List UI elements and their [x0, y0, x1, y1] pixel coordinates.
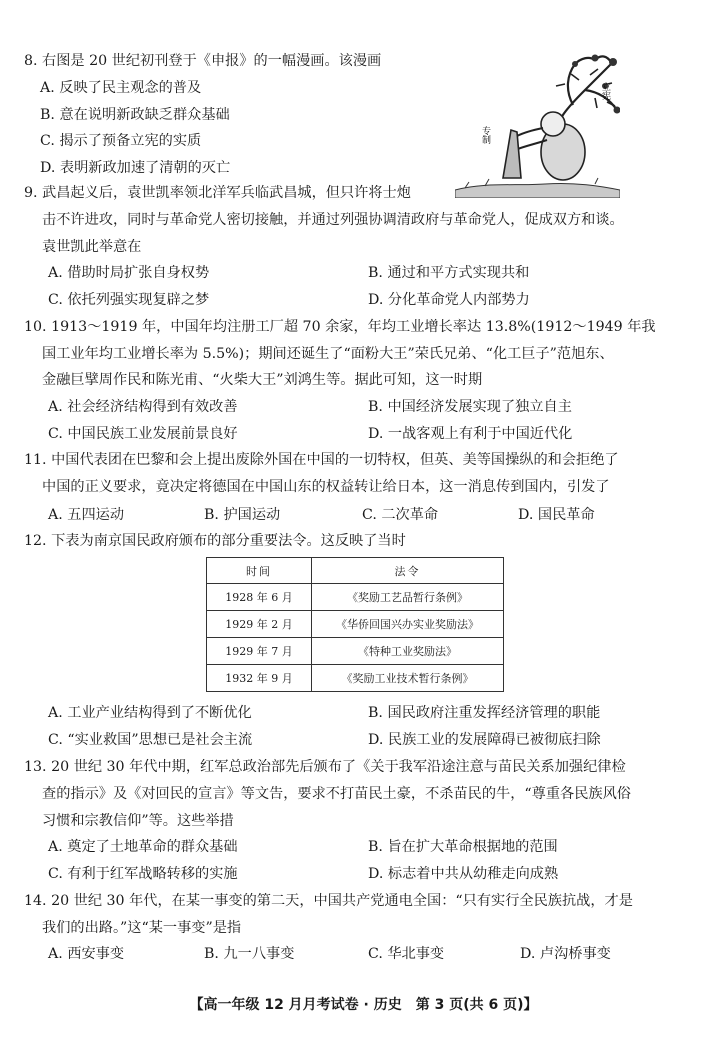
q10-stem-line-2: 国工业年均工业增长率为 5.5%)；期间还诞生了“面粉大王”荣氏兄弟、“化工巨子”范旭东、 [42, 346, 614, 362]
table-cell-time: 1928 年 6 月 [207, 584, 312, 611]
q8-option-b: B. 意在说明新政缺乏群众基础 [40, 107, 230, 123]
table-cell-law: 《特种工业奖励法》 [312, 638, 504, 665]
q14-stem-line-2: 我们的出路。”这“某一事变”是指 [42, 920, 242, 936]
table-row [207, 584, 504, 611]
table-row [207, 611, 504, 638]
q8-stem: 8. 右图是 20 世纪初刊登于《申报》的一幅漫画。该漫画 [24, 53, 382, 69]
q14-option-d: D. 卢沟桥事变 [520, 946, 611, 962]
q13-option-c: C. 有利于红军战略转移的实施 [48, 866, 238, 882]
q8-option-c: C. 揭示了预备立宪的实质 [40, 133, 202, 149]
table-header-law: 法令 [312, 558, 504, 584]
table-cell-time: 1932 年 9 月 [207, 665, 312, 692]
table-row [207, 638, 504, 665]
q11-stem-line-2: 中国的正义要求，竟决定将德国在中国山东的权益转让给日本，这一消息传到国内，引发了 [42, 479, 610, 495]
laws-table [206, 557, 504, 692]
q12-option-b: B. 国民政府注重发挥经济管理的职能 [368, 705, 601, 721]
q14-option-a: A. 西安事变 [48, 946, 125, 962]
cartoon-label-top: 立宪 [600, 82, 610, 100]
table-cell-law: 《奖励工艺品暂行条例》 [312, 584, 504, 611]
q11-option-b: B. 护国运动 [204, 507, 281, 523]
q12-option-c: C. “实业救国”思想已是社会主流 [48, 732, 253, 748]
q10-stem-line-3: 金融巨擘周作民和陈光甫、“火柴大王”刘鸿生等。据此可知，这一时期 [42, 372, 483, 388]
q9-stem-line-3: 袁世凯此举意在 [42, 239, 142, 255]
q14-stem-line-1: 14. 20 世纪 30 年代，在某一事变的第二天，中国共产党通电全国：“只有实行全民族抗战，才是 [24, 893, 633, 909]
q9-stem-line-2: 击不许进攻，同时与革命党人密切接触，并通过列强协调清政府与革命党人，促成双方和谈。 [42, 212, 624, 228]
q11-option-d: D. 国民革命 [518, 507, 595, 523]
cartoon-label-bottom: 专制 [480, 126, 490, 144]
q13-option-d: D. 标志着中共从幼稚走向成熟 [368, 866, 559, 882]
q13-option-a: A. 奠定了土地革命的群众基础 [48, 839, 238, 855]
q10-stem-line-1: 10. 1913～1919 年，中国年均注册工厂超 70 余家，年均工业增长率达 13.8%(1912～1949 年我 [24, 319, 656, 335]
q9-option-b: B. 通过和平方式实现共和 [368, 265, 530, 281]
q11-option-a: A. 五四运动 [48, 507, 125, 523]
q12-option-d: D. 民族工业的发展障碍已被彻底扫除 [368, 732, 601, 748]
page-footer: 【高一年级 12 月月考试卷 · 历史 第 3 页(共 6 页)】 [189, 997, 538, 1013]
q9-stem-line-1: 9. 武昌起义后，袁世凯率领北洋军兵临武昌城，但只许将士炮 [24, 185, 411, 201]
table-cell-law: 《华侨回国兴办实业奖励法》 [312, 611, 504, 638]
table-cell-time: 1929 年 2 月 [207, 611, 312, 638]
q13-stem-line-3: 习惯和宗教信仰”等。这些举措 [42, 813, 234, 829]
q9-option-a: A. 借助时局扩张自身权势 [48, 265, 210, 281]
q13-stem-line-2: 查的指示》及《对回民的宣言》等文告，要求不打苗民土豪，不杀苗民的牛，“尊重各民族风俗 [42, 786, 631, 802]
q8-option-d: D. 表明新政加速了清朝的灭亡 [40, 160, 231, 176]
table-header-time: 时间 [207, 558, 312, 584]
q11-option-c: C. 二次革命 [362, 507, 439, 523]
q14-option-b: B. 九一八事变 [204, 946, 295, 962]
table-row [207, 665, 504, 692]
q12-option-a: A. 工业产业结构得到了不断优化 [48, 705, 252, 721]
q12-stem: 12. 下表为南京国民政府颁布的部分重要法令。这反映了当时 [24, 533, 406, 549]
q13-stem-line-1: 13. 20 世纪 30 年代中期，红军总政治部先后颁布了《关于我军沿途注意与苗民关系加强纪律检 [24, 759, 626, 775]
q13-option-b: B. 旨在扩大革命根据地的范围 [368, 839, 558, 855]
cartoon-illustration [455, 50, 620, 198]
q11-stem-line-1: 11. 中国代表团在巴黎和会上提出废除外国在中国的一切特权，但英、美等国操纵的和会拒绝了 [24, 452, 619, 468]
q9-option-c: C. 依托列强实现复辟之梦 [48, 292, 210, 308]
q10-option-a: A. 社会经济结构得到有效改善 [48, 399, 238, 415]
q9-option-d: D. 分化革命党人内部势力 [368, 292, 530, 308]
table-cell-law: 《奖励工业技术暂行条例》 [312, 665, 504, 692]
q10-option-d: D. 一战客观上有利于中国近代化 [368, 426, 573, 442]
q8-option-a: A. 反映了民主观念的普及 [40, 80, 202, 96]
q10-option-c: C. 中国民族工业发展前景良好 [48, 426, 238, 442]
q14-option-c: C. 华北事变 [368, 946, 445, 962]
q10-option-b: B. 中国经济发展实现了独立自主 [368, 399, 572, 415]
table-cell-time: 1929 年 7 月 [207, 638, 312, 665]
